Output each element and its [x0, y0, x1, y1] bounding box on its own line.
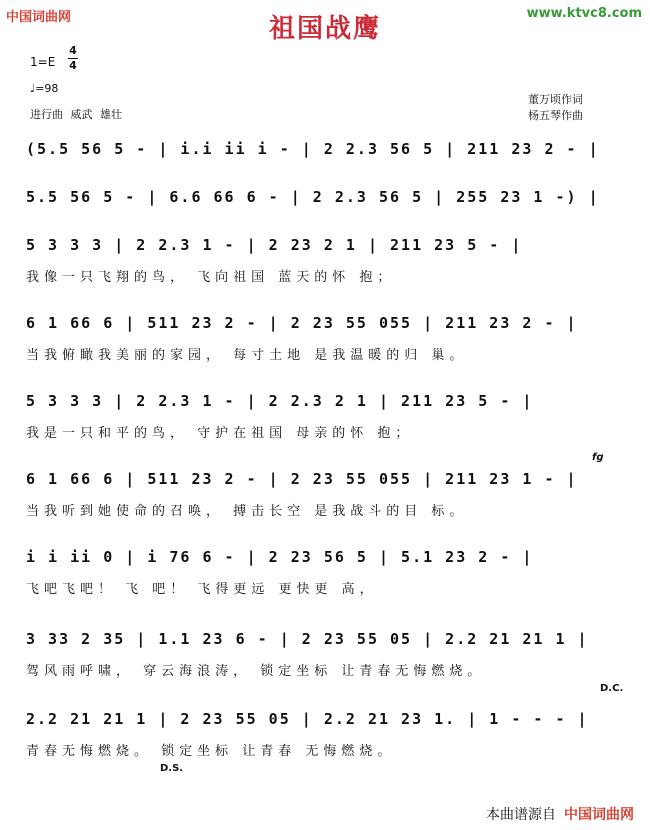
score-notes: (5.5 56 5 - | i.i ii i - | 2 2.3 56 5 | 211 23 2 - |: [26, 140, 600, 158]
score-lyrics: 驾风雨呼啸， 穿云海浪涛， 锁定坐标 让青春无悔燃烧。: [26, 664, 486, 679]
score-notes: i i ii 0 | i 76 6 - | 2 23 56 5 | 5.1 23 2 - |: [26, 548, 534, 566]
credits: [528, 92, 583, 124]
dc-mark: D.C.: [600, 683, 624, 694]
watermark-left: 中国词曲网: [6, 10, 72, 25]
key-signature: 1=E: [30, 55, 56, 69]
time-signature: [68, 45, 78, 72]
fine-mark: fg: [592, 452, 604, 463]
score-notes: 5 3 3 3 | 2 2.3 1 - | 2 2.3 2 1 | 211 23 5 - |: [26, 392, 534, 410]
footer-brand: 中国词曲网: [564, 807, 634, 823]
score-lyrics: 当我听到她使命的召唤， 搏击长空 是我战斗的目 标。: [26, 504, 468, 519]
footer: [486, 804, 634, 824]
score-notes: 6 1 66 6 | 511 23 2 - | 2 23 55 055 | 211 23 1 - |: [26, 470, 578, 488]
lyricist: 董万顷作词: [528, 93, 583, 106]
score-lyrics: 当我俯瞰我美丽的家园， 每寸土地 是我温暖的归 巢。: [26, 348, 468, 363]
footer-prefix: 本曲谱源自: [486, 807, 556, 823]
tempo-marking: ♩=98: [30, 82, 59, 95]
score-lyrics: 飞吧飞吧！ 飞 吧！ 飞得更远 更快更 高，: [26, 582, 378, 597]
score-notes: 3 33 2 35 | 1.1 23 6 - | 2 23 55 05 | 2.2 21 21 1 |: [26, 630, 589, 648]
ds-mark: D.S.: [160, 763, 184, 774]
style-marking: 进行曲 威武 雄壮: [30, 108, 122, 121]
score-notes: 5 3 3 3 | 2 2.3 1 - | 2 23 2 1 | 211 23 5 - |: [26, 236, 523, 254]
score-lyrics: 青春无悔燃烧。 锁定坐标 让青春 无悔燃烧。: [26, 744, 396, 759]
score-notes: 2.2 21 21 1 | 2 23 55 05 | 2.2 21 23 1. | 1 - - - |: [26, 710, 589, 728]
time-bottom: 4: [69, 59, 77, 72]
score-lyrics: 我是一只和平的鸟， 守护在祖国 母亲的怀 抱；: [26, 426, 414, 441]
watermark-right: www.ktvc8.com: [526, 6, 642, 21]
time-top: 4: [69, 44, 77, 57]
score-lyrics: 我像一只飞翔的鸟， 飞向祖国 蓝天的怀 抱；: [26, 270, 396, 285]
song-title: 祖国战鹰: [268, 14, 381, 44]
composer: 杨五琴作曲: [528, 109, 583, 122]
score-notes: 5.5 56 5 - | 6.6 66 6 - | 2 2.3 56 5 | 255 23 1 -) |: [26, 188, 600, 206]
score-notes: 6 1 66 6 | 511 23 2 - | 2 23 55 055 | 211 23 2 - |: [26, 314, 578, 332]
